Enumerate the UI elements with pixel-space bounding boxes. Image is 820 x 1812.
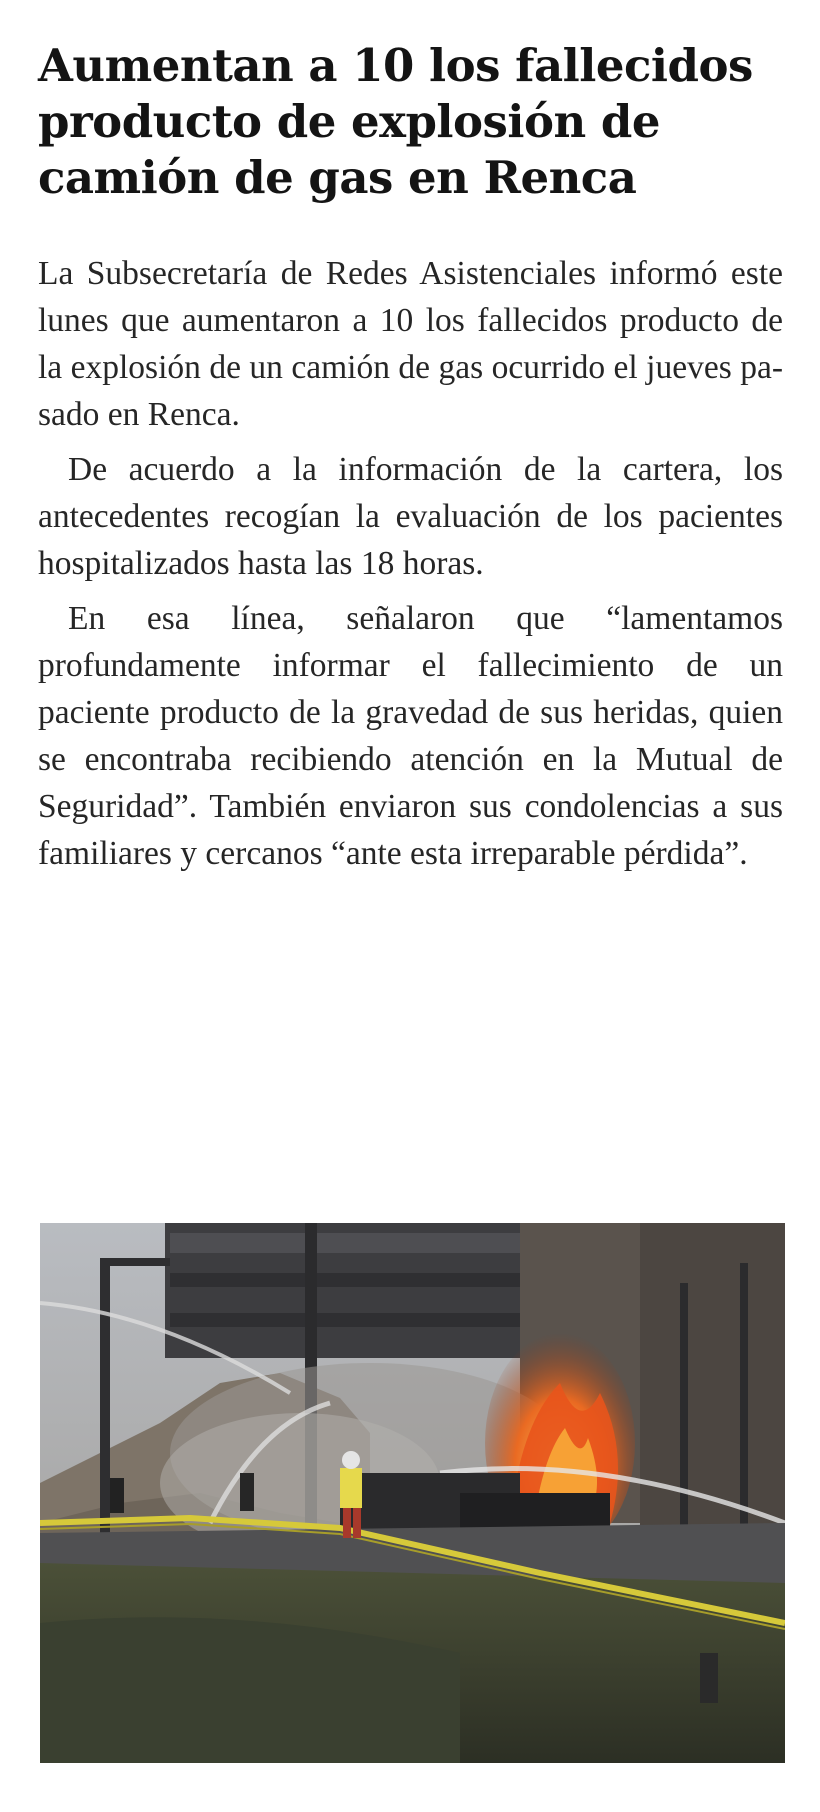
article-photo [40, 1223, 785, 1763]
article-headline: Aumentan a 10 los fallecidos producto de explosión de camión de gas en Renca [38, 39, 753, 204]
article-paragraph-3: En esa línea, señalaron que “lamentamos profundamente informar el fallecimiento de un paciente producto de la gravedad de sus heridas, quien se encontraba recibiendo atención en la Mutual de Seguridad”. También enviaron sus condolencias a sus familiares y cercanos “ante esta irreparable pérdida”. [38, 600, 783, 872]
article-paragraph-1: La Subsecretaría de Redes Asistenciales informó este lunes que aumentaron a 10 los fallecidos producto de la explosión de un camión de gas ocurrido el jueves pasado en Renca. [38, 255, 783, 433]
news-article [38, 38, 783, 885]
article-body [38, 250, 783, 877]
firefighters-scene-image [40, 1223, 785, 1763]
article-paragraph-2: De acuerdo a la información de la cartera, los antecedentes recogían la evaluación de los pacientes hospitalizados hasta las 18 horas. [38, 451, 783, 582]
